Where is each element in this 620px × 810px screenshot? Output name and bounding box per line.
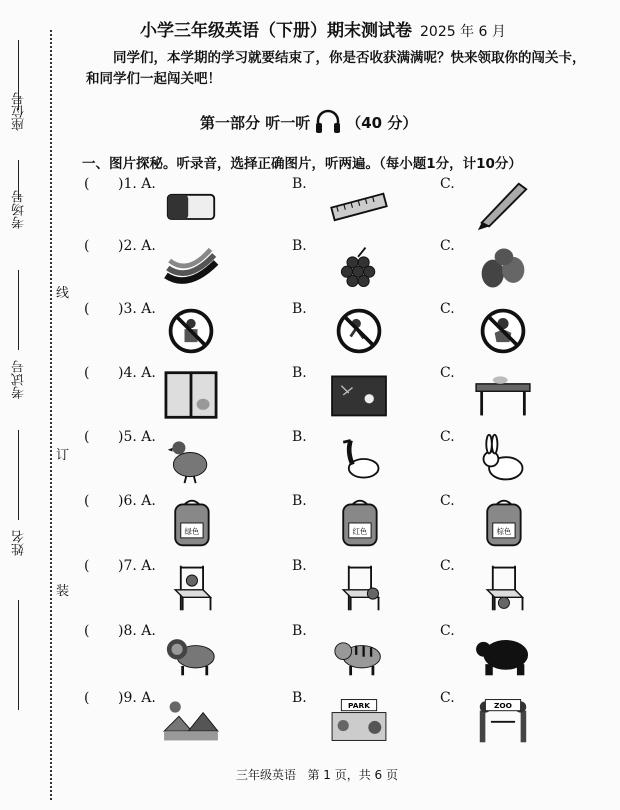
sign-text: ZOO (494, 700, 512, 710)
blackboard-icon (326, 369, 392, 421)
option-c-label: C. (440, 493, 455, 509)
option-a-image (158, 562, 224, 614)
option-a-image (158, 433, 224, 485)
option-b-label: B. (292, 365, 307, 381)
backpack-color-label: 绿色 (184, 527, 200, 537)
question-row (0, 623, 620, 685)
room-label: 考场号 (12, 190, 27, 229)
question-row (0, 429, 620, 491)
answer-blank[interactable]: ( (84, 558, 90, 574)
option-b-image (326, 369, 392, 421)
option-b-label: B. (292, 238, 307, 254)
question-row (0, 558, 620, 620)
zoo-icon (470, 694, 536, 746)
question-number: )9. A. (118, 690, 156, 706)
question-row (0, 493, 620, 555)
option-b-image (326, 562, 392, 614)
option-b-image (326, 305, 392, 357)
option-c-label: C. (440, 558, 455, 574)
zhuang-label: 装 (56, 584, 70, 599)
answer-blank[interactable]: ( (84, 493, 90, 509)
seat-label: 座位号 (12, 92, 27, 131)
option-c-label: C. (440, 623, 455, 639)
option-b-image (326, 497, 392, 549)
option-a-image (158, 242, 224, 294)
window-icon (158, 369, 224, 421)
question-number: )8. A. (118, 623, 156, 639)
mangoes-icon (470, 242, 536, 294)
option-b-image (326, 433, 392, 485)
answer-blank[interactable]: ( (84, 365, 90, 381)
section-title: 一、图片探秘。听录音，选择正确图片，听两遍。（每小题1分，计10分） (82, 156, 522, 172)
option-a-image (158, 305, 224, 357)
park-icon (326, 694, 392, 746)
village-icon (158, 694, 224, 746)
option-c-image (470, 627, 536, 679)
page-footer: 三年级英语 第 1 页，共 6 页 (236, 768, 398, 782)
option-c-label: C. (440, 365, 455, 381)
question-row (0, 176, 620, 238)
option-c-image (470, 369, 536, 421)
question-row (0, 301, 620, 363)
ding-label: 订 (56, 448, 70, 463)
question-number: )2. A. (118, 238, 156, 254)
option-b-label: B. (292, 558, 307, 574)
answer-blank[interactable]: ( (84, 238, 90, 254)
pencil-icon (470, 180, 536, 232)
bear-icon (470, 627, 536, 679)
backpack-color-label: 棕色 (496, 527, 512, 537)
brown-backpack-icon (470, 497, 536, 549)
lion-icon (158, 627, 224, 679)
option-c-image (470, 562, 536, 614)
option-b-label: B. (292, 690, 307, 706)
option-b-label: B. (292, 623, 307, 639)
cat-under-chair-icon (470, 562, 536, 614)
question-number: )5. A. (118, 429, 156, 445)
part-heading (200, 108, 417, 136)
ruler-icon (326, 180, 392, 232)
option-b-label: B. (292, 429, 307, 445)
question-number: )1. A. (118, 176, 156, 192)
question-row (0, 365, 620, 427)
answer-blank[interactable]: ( (84, 690, 90, 706)
option-c-image (470, 242, 536, 294)
option-a-image (158, 180, 224, 232)
desk-icon (470, 369, 536, 421)
option-b-label: B. (292, 301, 307, 317)
option-c-image (470, 433, 536, 485)
backpack-color-label: 红色 (352, 527, 368, 537)
exam-date: 2025 年 6 月 (420, 24, 506, 40)
option-c-image (470, 694, 536, 746)
question-row (0, 238, 620, 300)
option-a-image (158, 694, 224, 746)
no-sitting-sign-icon (158, 305, 224, 357)
question-row (0, 690, 620, 752)
question-number: )6. A. (118, 493, 156, 509)
goose-icon (326, 433, 392, 485)
option-a-image (158, 497, 224, 549)
question-number: )4. A. (118, 365, 156, 381)
page-title (140, 16, 560, 41)
no-climbing-sign-icon (326, 305, 392, 357)
headphones-icon (314, 108, 342, 136)
cat-behind-chair-icon (326, 562, 392, 614)
intro-text: 同学们，本学期的学习就要结束了，你是否收获满满呢？快来领取你的闯关卡，和同学们一起闯关吧！ (86, 50, 586, 87)
answer-blank[interactable]: ( (84, 623, 90, 639)
option-b-image (326, 180, 392, 232)
red-backpack-icon (326, 497, 392, 549)
answer-blank[interactable]: ( (84, 429, 90, 445)
cat-on-chair-icon (158, 562, 224, 614)
option-c-image (470, 497, 536, 549)
question-number: )3. A. (118, 301, 156, 317)
tiger-icon (326, 627, 392, 679)
part-title: 第一部分 听一听 (200, 113, 311, 132)
grapes-icon (326, 242, 392, 294)
name-label: 姓名 (12, 530, 27, 556)
option-a-image (158, 369, 224, 421)
option-c-label: C. (440, 429, 455, 445)
option-c-label: C. (440, 690, 455, 706)
option-b-image (326, 627, 392, 679)
part-score: （40 分） (346, 113, 418, 132)
hen-icon (158, 433, 224, 485)
answer-blank[interactable]: ( (84, 176, 90, 192)
green-backpack-icon (158, 497, 224, 549)
option-c-label: C. (440, 238, 455, 254)
option-c-label: C. (440, 301, 455, 317)
option-b-label: B. (292, 493, 307, 509)
xian-label: 线 (56, 286, 70, 301)
rabbit-icon (470, 433, 536, 485)
option-c-label: C. (440, 176, 455, 192)
option-a-image (158, 627, 224, 679)
answer-blank[interactable]: ( (84, 301, 90, 317)
bananas-icon (158, 242, 224, 294)
option-c-image (470, 180, 536, 232)
question-number: )7. A. (118, 558, 156, 574)
eraser-icon (158, 180, 224, 232)
title-text: 小学三年级英语（下册）期末测试卷 (140, 21, 412, 41)
option-b-image (326, 242, 392, 294)
no-shouting-sign-icon (470, 305, 536, 357)
exam-no-label: 考试号 (12, 360, 27, 399)
option-c-image (470, 305, 536, 357)
option-b-image (326, 694, 392, 746)
sign-text: PARK (348, 700, 370, 710)
option-b-label: B. (292, 176, 307, 192)
